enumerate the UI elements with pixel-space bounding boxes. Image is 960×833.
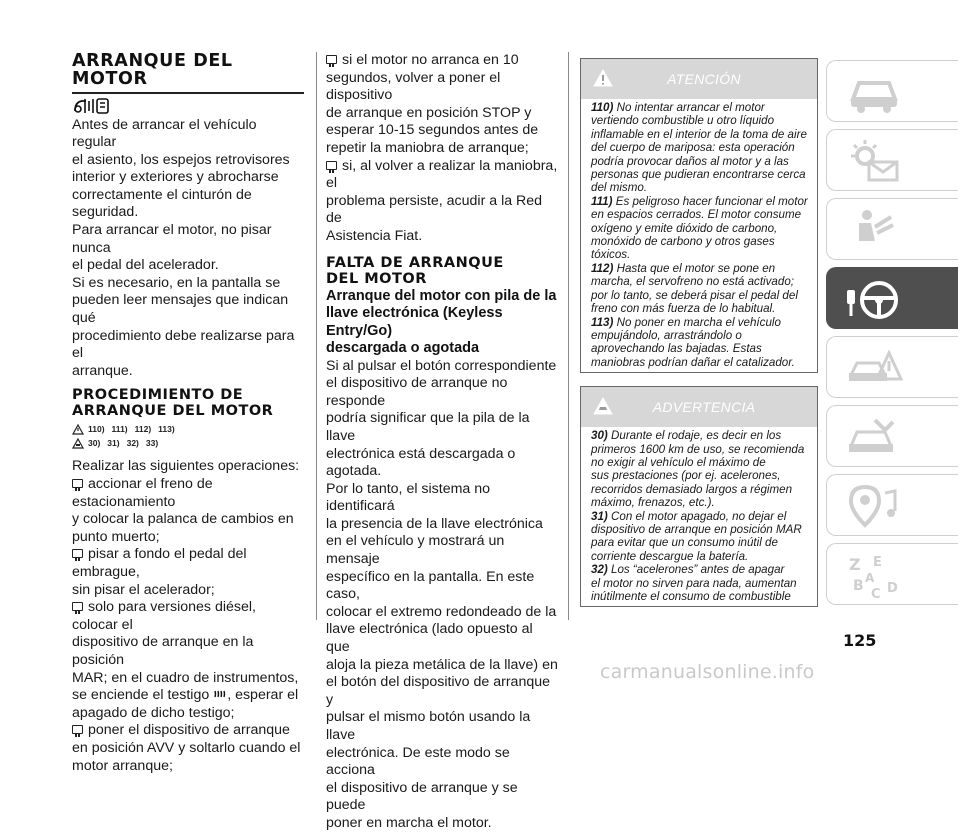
list-item: poner el dispositivo de arranque en posición AVV y soltarlo cuando el motor arranque; <box>72 722 301 774</box>
attention-item: 113) No poner en marcha el vehículo empujándolo, arrastrándolo o aprovechando las bajadas. Estas maniobras podrían dañar el catalizador. <box>591 315 795 369</box>
car-dashboard-icon <box>845 69 905 115</box>
column-2 <box>326 52 558 833</box>
falta-title: FALTA DE ARRANQUE DEL MOTOR <box>326 254 504 287</box>
svg-text:C: C <box>871 587 881 602</box>
tab-dashboard[interactable] <box>826 60 958 122</box>
list-item: accionar el freno de estacionamiento y colocar la palanca de cambios en punto muerto; <box>72 476 294 545</box>
caution-refs: 30) 31) 32) 33) <box>72 436 304 450</box>
tab-safety[interactable] <box>826 198 958 260</box>
procedure-title: PROCEDIMIENTO DE ARRANQUE DEL MOTOR <box>72 387 274 420</box>
attention-box <box>580 58 818 373</box>
subsection-title: Arranque del motor con pila de la llave electrónica (Keyless Entry/Go) descargada o agotada <box>326 287 557 357</box>
page-number: 125 <box>843 631 877 650</box>
attention-item: 111) Es peligroso hacer funcionar el motor en espacios cerrados. El motor consume oxígeno y emite dióxido de carbono, monóxido de carbono y otros gases tóxicos. <box>591 194 808 262</box>
bullet-icon <box>72 602 83 611</box>
bullet-icon <box>72 549 83 558</box>
attention-header: ATENCIÓN <box>581 59 817 99</box>
car-caution-icon <box>72 438 84 449</box>
svg-text:A: A <box>865 571 875 585</box>
list-item: si, al volver a realizar la maniobra, el problema persiste, acudir a la Red de Asistencia Fiat. <box>326 157 558 244</box>
column-divider <box>568 52 569 620</box>
bullet-icon <box>72 479 83 488</box>
caution-item: 30) Durante el rodaje, es decir en los primeros 1600 km de uso, se recomienda no exigir al vehículo el máximo de sus prestaciones (por ej. acelerones, recorridos demasiado largos a régimen máximo, frenazos, etc.). <box>591 429 805 510</box>
multimedia-icon <box>845 483 905 529</box>
intro-paragraph: Antes de arrancar el vehículo regular el asiento, los espejos retrovisores interior y exteriores y abrocharse correctamente el cinturón de seguridad. Para arrancar el motor, no pisar nunca el pedal del acelerador. Si es necesario, en la pantalla se pueden leer mensajes que indican qué procedimiento debe realizarse para el arranque. <box>72 116 295 379</box>
tab-warning-lights[interactable] <box>826 129 958 191</box>
column-divider <box>316 52 317 620</box>
glow-plug-icon <box>213 689 227 699</box>
chapter-tabs <box>826 60 958 612</box>
caution-header: ADVERTENCIA <box>581 387 817 427</box>
operations-intro: Realizar las siguientes operaciones: <box>72 458 300 475</box>
car-caution-icon <box>593 397 613 415</box>
column-3 <box>580 58 818 607</box>
column-1 <box>72 52 304 775</box>
attention-item: 110) No intentar arrancar el motor vertiendo combustible u otro líquido inflamable en el interior de la toma de aire del cuerpo de mariposa: esta operación podría provocar daños al motor y a las personas que pudieran encontrarse cerca del mismo. <box>591 101 807 195</box>
caution-body <box>581 427 817 606</box>
svg-text:D: D <box>887 581 898 596</box>
caution-item: 31) Con el motor apagado, no dejar el dispositivo de arranque en posición MAR para evitar que un consumo inútil de corriente descargue la batería. <box>591 509 802 563</box>
warning-triangle-icon <box>593 69 613 87</box>
body-paragraph: Si al pulsar el botón correspondiente el dispositivo de arranque no responde podría significar que la pila de la llave electrónica está descargada o agotada. Por lo tanto, el sistema no identificará la presencia de la llave electrónica en el vehículo y mostrará un mensaje específico en la pantalla. En este caso, colocar el extremo redondeado de la llave electrónica (lado opuesto al que aloja la pieza metálica de la llave) en el botón del dispositivo de arranque y pulsar el mismo botón usando la llave electrónica. De este modo se acciona el dispositivo de arranque y se puede poner en marcha el motor. <box>326 357 558 831</box>
svg-text:E: E <box>873 555 882 570</box>
watermark: carmanualsonline.info <box>600 661 815 683</box>
warning-triangle-icon <box>72 424 84 435</box>
attention-item: 112) Hasta que el motor se pone en marcha, el servofreno no está activado; por lo tanto, se deberá pisar el pedal del freno con más fuerza de lo habitual. <box>591 261 798 316</box>
list-item: si el motor no arranca en 10 segundos, volver a poner el dispositivo de arranque en posición STOP y esperar 10-15 segundos antes de repetir la maniobra de arranque; <box>326 52 539 156</box>
maintenance-icon <box>845 414 905 460</box>
attention-body <box>581 99 817 372</box>
list-item: solo para versiones diésel, colocar el dispositivo de arranque en la posición MAR; en el cuadro de instrumentos, se enciende el testigo , esperar el apagado de dicho testigo; <box>72 599 299 721</box>
list-item: pisar a fondo el pedal del embrague, sin pisar el acelerador; <box>72 546 247 598</box>
tab-emergency[interactable] <box>826 336 958 398</box>
keyless-go-icon <box>72 97 304 117</box>
warning-refs: 110) 111) 112) 113) <box>72 422 304 436</box>
svg-text:Z: Z <box>849 555 861 574</box>
title-rule <box>72 92 304 94</box>
bullet-icon <box>326 161 337 170</box>
alphabetical-index-icon <box>845 552 915 602</box>
steering-wheel-key-icon <box>845 276 905 322</box>
bullet-icon <box>326 55 337 64</box>
caution-item: 32) Los “acelerones” antes de apagar el motor no sirven para nada, aumentan inútilmente el consumo de combustible <box>591 563 797 603</box>
section-title: ARRANQUE DEL MOTOR <box>72 51 233 89</box>
caution-box <box>580 386 818 607</box>
tab-index[interactable] <box>826 543 958 605</box>
bullet-icon <box>72 725 83 734</box>
tab-maintenance[interactable] <box>826 405 958 467</box>
emergency-icon <box>845 345 905 391</box>
tab-multimedia[interactable] <box>826 474 958 536</box>
svg-text:B: B <box>853 578 864 594</box>
tab-starting-driving[interactable] <box>826 267 958 329</box>
warning-lights-icon <box>845 138 905 184</box>
seat-safety-icon <box>845 207 905 253</box>
